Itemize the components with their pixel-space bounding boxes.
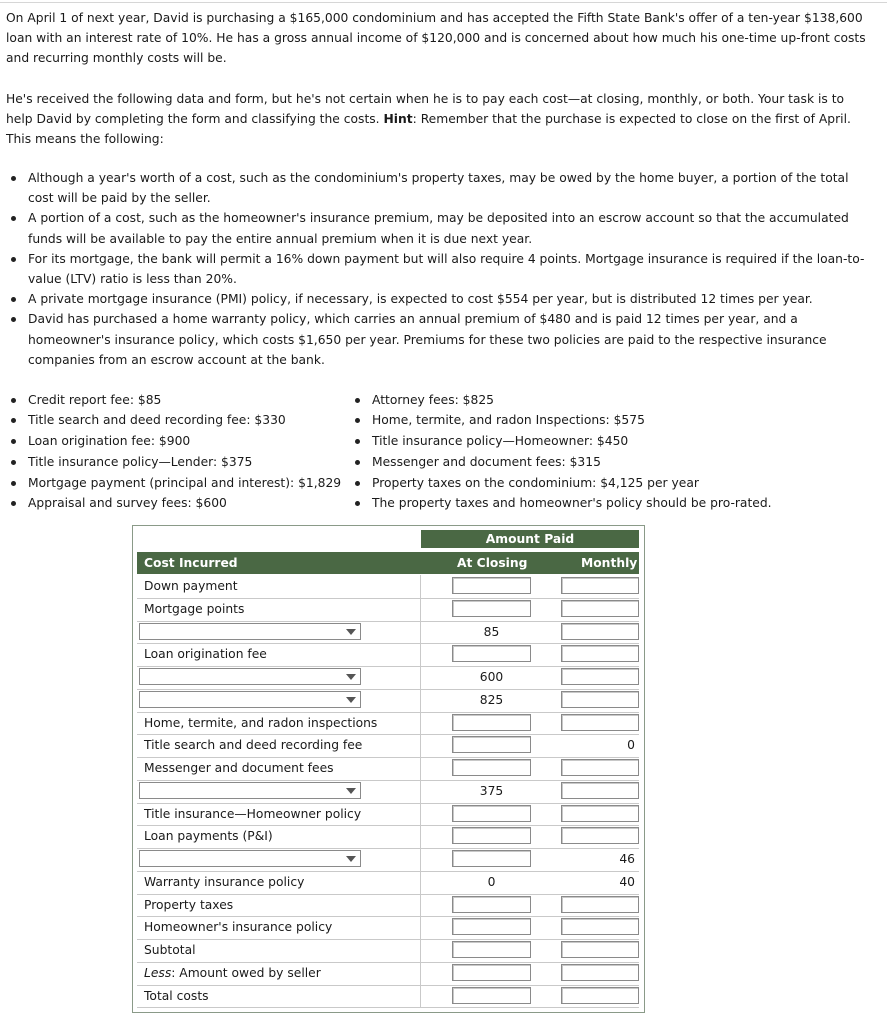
fee-item: Mortgage payment (principal and interest): $1,829 <box>6 473 341 494</box>
column-divider <box>420 598 421 621</box>
column-divider <box>420 621 421 644</box>
table-row <box>137 894 639 918</box>
table-row <box>137 643 639 667</box>
at-closing-header: At Closing <box>457 556 528 570</box>
at-closing-value: 825 <box>479 692 504 707</box>
monthly-input[interactable] <box>561 987 639 1004</box>
column-divider <box>420 643 421 666</box>
column-header-row <box>137 552 639 574</box>
monthly-input[interactable] <box>561 759 639 776</box>
column-divider <box>420 871 421 894</box>
at-closing-value: 375 <box>479 783 504 798</box>
fee-item: Title insurance policy—Homeowner: $450 <box>350 431 772 452</box>
fee-item: Title insurance policy—Lender: $375 <box>6 452 341 473</box>
at-closing-input[interactable] <box>452 987 531 1004</box>
table-row <box>137 734 639 758</box>
column-divider <box>420 734 421 757</box>
table-row <box>137 712 639 736</box>
monthly-input[interactable] <box>561 827 639 844</box>
monthly-input[interactable] <box>561 668 639 685</box>
cost-label: Title search and deed recording fee <box>144 738 363 753</box>
cost-select-dropdown[interactable] <box>139 668 361 685</box>
at-closing-input[interactable] <box>452 577 531 594</box>
column-divider <box>420 939 421 962</box>
column-divider <box>420 894 421 917</box>
condition-item: A portion of a cost, such as the homeowner's insurance premium, may be deposited into an escrow account so that the accumulated funds will be available to pay the entire annual premium when it is due next year. <box>6 208 866 248</box>
monthly-input[interactable] <box>561 782 639 799</box>
cost-label: Down payment <box>144 579 238 593</box>
cost-label: Warranty insurance policy <box>144 874 305 889</box>
at-closing-input[interactable] <box>452 645 531 662</box>
cost-label: Loan payments (P&I) <box>144 829 273 844</box>
condition-item: Although a year's worth of a cost, such as the condominium's property taxes, may be owed by the home buyer, a portion of the total cost will be paid by the seller. <box>6 168 866 208</box>
table-row <box>137 666 639 690</box>
cost-label: Homeowner's insurance policy <box>144 920 333 935</box>
at-closing-input[interactable] <box>452 896 531 913</box>
monthly-header: Monthly <box>581 556 638 570</box>
chevron-down-icon <box>346 788 356 794</box>
at-closing-input[interactable] <box>452 964 531 981</box>
cost-select-dropdown[interactable] <box>139 782 361 799</box>
table-row <box>137 780 639 804</box>
task-paragraph <box>6 89 866 149</box>
column-divider <box>420 985 421 1008</box>
hint-label: Hint <box>383 112 413 126</box>
at-closing-input[interactable] <box>452 941 531 958</box>
table-row <box>137 848 639 872</box>
fee-item: Credit report fee: $85 <box>6 390 341 411</box>
fee-item: Messenger and document fees: $315 <box>350 452 772 473</box>
at-closing-input[interactable] <box>452 714 531 731</box>
table-row <box>137 689 639 713</box>
table-row <box>137 621 639 645</box>
monthly-input[interactable] <box>561 691 639 708</box>
column-divider <box>420 780 421 803</box>
monthly-input[interactable] <box>561 600 639 617</box>
intro-paragraph: On April 1 of next year, David is purchasing a $165,000 condominium and has accepted the Fifth State Bank's offer of a ten-year $138,600 loan with an interest rate of 10%. He has a gross annual income of $120,000 and is concerned about how much his one-time up-front costs and recurring monthly costs will be. <box>6 11 866 65</box>
cost-select-dropdown[interactable] <box>139 850 361 867</box>
fee-item: Home, termite, and radon Inspections: $575 <box>350 410 772 431</box>
table-row <box>137 575 639 599</box>
at-closing-input[interactable] <box>452 918 531 935</box>
table-row <box>137 916 639 940</box>
table-row <box>137 962 639 986</box>
chevron-down-icon <box>346 856 356 862</box>
column-divider <box>420 962 421 985</box>
monthly-input[interactable] <box>561 645 639 662</box>
table-row <box>137 939 639 963</box>
column-divider <box>420 666 421 689</box>
at-closing-input[interactable] <box>452 850 531 867</box>
monthly-input[interactable] <box>561 918 639 935</box>
column-divider <box>420 803 421 826</box>
table-row <box>137 871 639 895</box>
at-closing-input[interactable] <box>452 736 531 753</box>
cost-form-table <box>132 525 645 1013</box>
chevron-down-icon <box>346 674 356 680</box>
cost-select-dropdown[interactable] <box>139 623 361 640</box>
cost-label: Home, termite, and radon inspections <box>144 715 378 730</box>
cost-label: Title insurance—Homeowner policy <box>144 806 362 821</box>
at-closing-input[interactable] <box>452 600 531 617</box>
table-row <box>137 825 639 849</box>
cost-incurred-header: Cost Incurred <box>144 556 238 570</box>
at-closing-value: 85 <box>483 624 500 639</box>
cost-label: Total costs <box>144 988 209 1003</box>
column-divider <box>420 712 421 735</box>
at-closing-value: 600 <box>479 670 504 684</box>
fee-item: Attorney fees: $825 <box>350 390 772 411</box>
column-divider <box>420 916 421 939</box>
fees-right-list <box>350 390 772 515</box>
fee-item: Loan origination fee: $900 <box>6 431 341 452</box>
cost-label: Mortgage points <box>144 601 245 616</box>
fee-item: The property taxes and homeowner's policy should be pro-rated. <box>350 493 772 514</box>
conditions-list <box>6 168 866 370</box>
column-divider <box>420 825 421 848</box>
monthly-input[interactable] <box>561 964 639 981</box>
chevron-down-icon <box>346 629 356 635</box>
cost-label: Subtotal <box>144 943 196 957</box>
monthly-input[interactable] <box>561 714 639 731</box>
condition-item: A private mortgage insurance (PMI) policy, if necessary, is expected to cost $554 per year, but is distributed 12 times per year. <box>6 289 866 309</box>
monthly-input[interactable] <box>561 805 639 822</box>
cost-label: Messenger and document fees <box>144 761 334 775</box>
monthly-value: 40 <box>619 874 635 889</box>
task-text: He's received the following data and form, but he's not certain when he is to pay each cost—at closing, monthly, or both. Your task is to help David by completing the form and classifying the costs. <box>6 92 845 126</box>
cost-label <box>144 962 321 984</box>
monthly-input[interactable] <box>561 577 639 594</box>
monthly-input[interactable] <box>561 623 639 640</box>
at-closing-input[interactable] <box>452 805 531 822</box>
cost-label-italic: Less <box>144 965 172 980</box>
hint-text: : Remember that the purchase is expected to close on the first of April. This means the following: <box>6 112 851 146</box>
fee-item: Property taxes on the condominium: $4,125 per year <box>350 473 772 494</box>
at-closing-input[interactable] <box>452 759 531 776</box>
fee-item: Title search and deed recording fee: $330 <box>6 410 341 431</box>
table-row <box>137 598 639 622</box>
table-row <box>137 985 639 1009</box>
column-divider <box>420 757 421 780</box>
cost-label: Property taxes <box>144 897 234 912</box>
monthly-value: 0 <box>627 738 635 753</box>
monthly-input[interactable] <box>561 941 639 958</box>
chevron-down-icon <box>346 697 356 703</box>
monthly-value: 46 <box>619 852 635 866</box>
at-closing-input[interactable] <box>452 827 531 844</box>
fees-left-list <box>6 390 341 515</box>
condition-item: For its mortgage, the bank will permit a 16% down payment but will also require 4 points. Mortgage insurance is required if the loan-to-value (LTV) ratio is less than 20%. <box>6 249 866 289</box>
cost-select-dropdown[interactable] <box>139 691 361 708</box>
monthly-input[interactable] <box>561 896 639 913</box>
fee-item: Appraisal and survey fees: $600 <box>6 493 341 514</box>
amount-paid-header: Amount Paid <box>421 530 639 548</box>
table-row <box>137 803 639 827</box>
column-divider <box>420 848 421 871</box>
condition-item: David has purchased a home warranty policy, which carries an annual premium of $480 and is paid 12 times per year, and a homeowner's insurance policy, which costs $1,650 per year. Premiums for these two policies are paid to the respective insurance companies from an escrow account at the bank. <box>6 309 866 370</box>
column-divider <box>420 689 421 712</box>
cost-label-rest: : Amount owed by seller <box>171 965 321 980</box>
column-divider <box>420 575 421 598</box>
top-divider <box>0 2 887 3</box>
cost-label: Loan origination fee <box>144 647 267 662</box>
at-closing-value: 0 <box>487 874 496 889</box>
table-row <box>137 757 639 781</box>
